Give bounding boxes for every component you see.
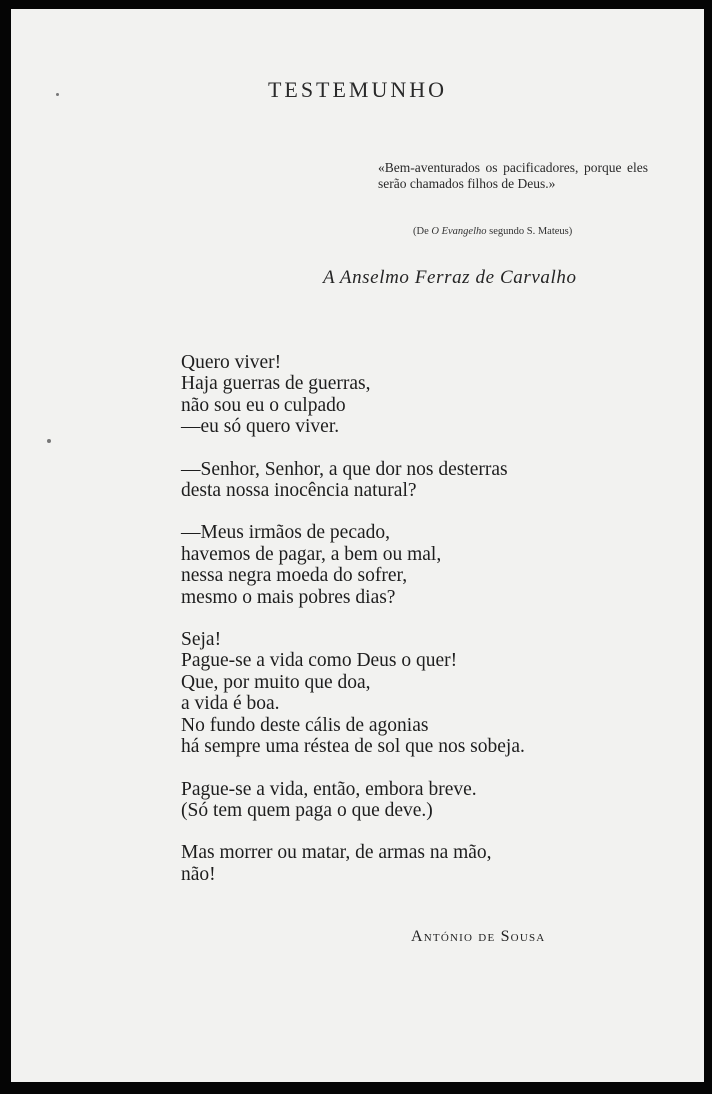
epigraph-quote: «Bem-aventurados os pacificadores, porque eles serão chamados filhos de Deus.» [378,160,648,191]
stanza-1 [181,352,681,438]
verse-line: —Senhor, Senhor, a que dor nos desterras [181,458,508,480]
paper-speck [56,93,59,96]
verse-line: —eu só quero viver. [181,416,340,438]
epigraph-source-work: O Evangelho [431,226,487,237]
author-signature: António de Sousa [411,928,546,945]
paper-speck [47,439,51,443]
verse-line: a vida é boa. [181,693,280,715]
verse-line: desta nossa inocência natural? [181,480,417,502]
verse-line: nessa negra moeda do sofrer, [181,565,408,587]
verse-line: No fundo deste cális de agonias [181,714,429,736]
verse-line: Que, por muito que doa, [181,671,371,693]
verse-line: Pague-se a vida como Deus o quer! [181,650,458,672]
page [11,9,704,1082]
stanza-2 [181,459,681,502]
verse-line: há sempre uma réstea de sol que nos sobeja. [181,736,525,758]
verse-line: Mas morrer ou matar, de armas na mão, [181,842,492,864]
verse-line: (Só tem quem paga o que deve.) [181,799,433,821]
stanza-6 [181,842,681,885]
verse-line: havemos de pagar, a bem ou mal, [181,543,442,565]
stanza-4 [181,629,681,757]
verse-line: Haja guerras de guerras, [181,373,371,395]
verse-line: Seja! [181,629,222,651]
poem-title: TESTEMUNHO [267,77,448,102]
epigraph-source-suffix: segundo S. Mateus) [486,226,573,237]
verse-line: —Meus irmãos de pecado, [181,522,391,544]
verse-line: não sou eu o culpado [181,394,346,416]
verse-line: Quero viver! [181,352,282,373]
stanza-3 [181,522,681,608]
dedication: A Anselmo Ferraz de Carvalho [323,267,577,288]
verse-line: não! [181,863,216,885]
stanza-5 [181,779,681,822]
epigraph-source [413,226,572,237]
epigraph-source-prefix: (De [413,226,432,237]
poem-body [181,352,681,906]
verse-line: Pague-se a vida, então, embora breve. [181,778,477,800]
verse-line: mesmo o mais pobres dias? [181,586,396,608]
